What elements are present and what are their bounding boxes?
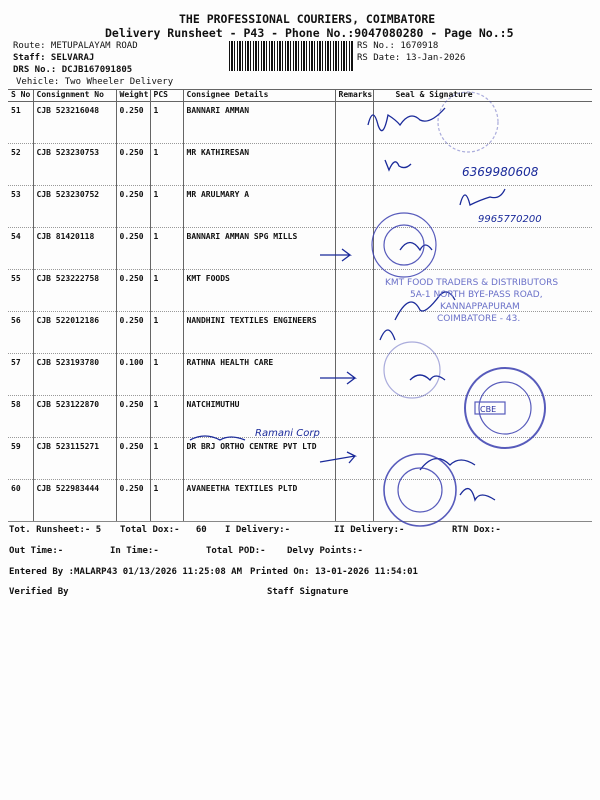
verified-by: Verified By: [9, 587, 69, 597]
cell-pcs: 1: [150, 186, 183, 228]
cell-sno: 57: [8, 354, 33, 396]
total-pod: Total POD:-: [206, 546, 266, 556]
staff: Staff: SELVARAJ: [13, 53, 95, 63]
printed-on: Printed On: 13-01-2026 11:54:01: [250, 567, 418, 577]
col-consignment: Consignment No: [33, 90, 116, 102]
stamp-text: COIMBATORE - 43.: [437, 314, 521, 324]
cell-consignee: RATHNA HEALTH CARE: [183, 354, 335, 396]
handwritten-note-stroke: [190, 436, 245, 440]
signature: [400, 243, 432, 251]
in-time: In Time:-: [110, 546, 159, 556]
rtn-dox: RTN Dox:-: [452, 525, 501, 535]
cell-pcs: 1: [150, 438, 183, 480]
delvy-points: Delvy Points:-: [287, 546, 363, 556]
stamp-text: KMT FOOD TRADERS & DISTRIBUTORS: [385, 278, 559, 288]
tot-runsheet: Tot. Runsheet:- 5: [9, 525, 102, 535]
cell-cno: CJB 523115271: [33, 438, 116, 480]
cell-sno: 55: [8, 270, 33, 312]
cell-sno: 58: [8, 396, 33, 438]
col-sno: S No: [8, 90, 33, 102]
cell-sno: 53: [8, 186, 33, 228]
cell-consignee: NATCHIMUTHU: [183, 396, 335, 438]
cell-consignee: NANDHINI TEXTILES ENGINEERS: [183, 312, 335, 354]
cell-weight: 0.100: [116, 354, 150, 396]
handwritten-phone: 9965770200: [478, 214, 542, 225]
stamp: [384, 342, 440, 398]
col-weight: Weight: [116, 90, 150, 102]
vehicle: Vehicle: Two Wheeler Delivery: [16, 77, 174, 87]
stamp-mark: [398, 468, 442, 512]
cell-consignee: MR KATHIRESAN: [183, 144, 335, 186]
cell-cno: CJB 523216048: [33, 102, 116, 144]
cell-weight: 0.250: [116, 438, 150, 480]
cell-weight: 0.250: [116, 270, 150, 312]
cell-pcs: 1: [150, 354, 183, 396]
cell-cno: CJB 523193780: [33, 354, 116, 396]
signature: [460, 489, 495, 500]
cell-pcs: 1: [150, 312, 183, 354]
cell-pcs: 1: [150, 480, 183, 522]
i-delivery: I Delivery:-: [225, 525, 291, 535]
route: Route: METUPALAYAM ROAD: [13, 41, 138, 51]
cell-sno: 54: [8, 228, 33, 270]
cell-pcs: 1: [150, 228, 183, 270]
col-seal: Seal & Signature: [373, 90, 592, 102]
rs-date: RS Date: 13-Jan-2026: [357, 53, 466, 63]
stamp-mark: [385, 278, 558, 414]
cell-sno: 56: [8, 312, 33, 354]
cell-cno: CJB 523222758: [33, 270, 116, 312]
col-remarks: Remarks: [335, 90, 373, 102]
arrow: [320, 452, 355, 463]
cell-cno: CJB 523230752: [33, 186, 116, 228]
cell-consignee: AVANEETHA TEXTILES PLTD: [183, 480, 335, 522]
cell-cno: CJB 522012186: [33, 312, 116, 354]
out-time: Out Time:-: [9, 546, 64, 556]
signature: [380, 330, 395, 340]
col-pcs: PCS: [150, 90, 183, 102]
signature: [460, 189, 505, 205]
stamp-text: CBE: [480, 405, 497, 414]
rs-no: RS No.: 1670918: [357, 41, 439, 51]
cell-weight: 0.250: [116, 480, 150, 522]
cell-pcs: 1: [150, 270, 183, 312]
cell-cno: CJB 523122870: [33, 396, 116, 438]
entered-by: Entered By :MALARP43 01/13/2026 11:25:08 AM: [9, 567, 242, 577]
runsheet-subtitle: Delivery Runsheet - P43 - Phone No.:9047080280 - Page No.:5: [105, 26, 514, 40]
cell-cno: CJB 523230753: [33, 144, 116, 186]
cell-consignee: DR BRJ ORTHO CENTRE PVT LTD: [183, 438, 335, 480]
cell-consignee: BANNARI AMMAN: [183, 102, 335, 144]
cell-weight: 0.250: [116, 228, 150, 270]
stamp: [384, 454, 456, 526]
handwritten-note: Ramani Corp: [255, 428, 320, 439]
cell-pcs: 1: [150, 396, 183, 438]
cell-sno: 52: [8, 144, 33, 186]
cell-consignee: MR ARULMARY A: [183, 186, 335, 228]
drs-no: DRS No.: DCJB167091805: [13, 65, 133, 75]
stamp-text: KANNAPPAPURAM: [440, 302, 520, 312]
cell-weight: 0.250: [116, 144, 150, 186]
signature: [385, 160, 411, 170]
ii-delivery: II Delivery:-: [334, 525, 405, 535]
cell-consignee: KMT FOODS: [183, 270, 335, 312]
handwritten-phone: 6369980608: [462, 165, 539, 179]
cell-sno: 51: [8, 102, 33, 144]
staff-signature: Staff Signature: [267, 587, 349, 597]
company-title: THE PROFESSIONAL COURIERS, COIMBATORE: [179, 12, 436, 26]
cell-cno: CJB 522983444: [33, 480, 116, 522]
arrow: [320, 372, 355, 384]
cell-sno: 59: [8, 438, 33, 480]
cell-cno: CJB 81420118: [33, 228, 116, 270]
cell-sno: 60: [8, 480, 33, 522]
cell-weight: 0.250: [116, 186, 150, 228]
total-dox: Total Dox:- 60: [120, 525, 207, 535]
stamp-text: 5A-1 NORTH BYE-PASS ROAD,: [410, 290, 543, 300]
cell-pcs: 1: [150, 144, 183, 186]
arrow: [320, 249, 350, 261]
stamp: [438, 92, 498, 152]
col-consignee: Consignee Details: [183, 90, 335, 102]
signature: [420, 459, 475, 470]
cell-weight: 0.250: [116, 396, 150, 438]
cell-weight: 0.250: [116, 312, 150, 354]
signature: [368, 108, 445, 131]
cell-consignee: BANNARI AMMAN SPG MILLS: [183, 228, 335, 270]
cell-weight: 0.250: [116, 102, 150, 144]
cell-pcs: 1: [150, 102, 183, 144]
